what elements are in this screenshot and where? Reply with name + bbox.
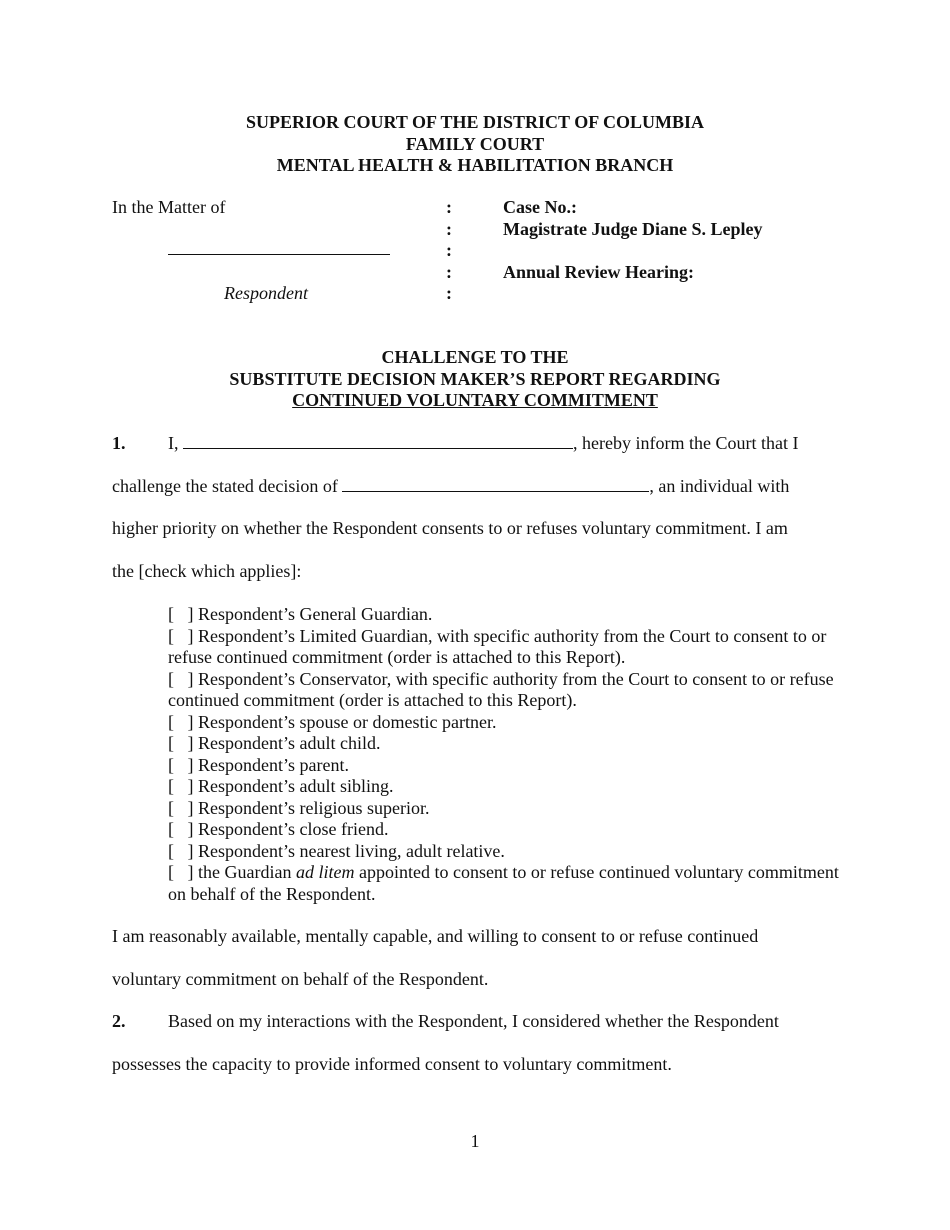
checkbox[interactable]: [ ]: [168, 668, 194, 689]
respondent-name-line: [168, 236, 390, 255]
name-blank[interactable]: [183, 432, 573, 449]
checkbox[interactable]: [ ]: [168, 733, 194, 753]
caption-details: [503, 197, 762, 283]
checklist-item[interactable]: [168, 819, 848, 841]
hearing-label: Annual Review Hearing:: [503, 261, 694, 282]
section-2: [112, 1011, 842, 1097]
respondent-label: Respondent: [224, 283, 308, 303]
section-text: , an individual with: [649, 476, 790, 496]
court-name: SUPERIOR COURT OF THE DISTRICT OF COLUMBIA: [245, 112, 705, 132]
colon: :: [446, 240, 452, 260]
checkbox[interactable]: [ ]: [168, 797, 194, 818]
checkbox[interactable]: [ ]: [168, 625, 194, 646]
item-text: Respondent’s adult sibling.: [198, 776, 394, 796]
checkbox[interactable]: [ ]: [168, 819, 194, 839]
checklist-item[interactable]: [168, 669, 848, 712]
item-text: the Guardian: [198, 862, 292, 882]
checkbox[interactable]: [ ]: [168, 604, 194, 624]
availability-statement: [112, 926, 842, 1012]
item-text: appointed to consent to or refuse continued voluntary commitment on behalf of the Respondent.: [168, 862, 839, 904]
checkbox[interactable]: [ ]: [168, 840, 194, 861]
title-line-1: CHALLENGE TO THE: [381, 347, 569, 367]
colon: :: [446, 197, 452, 217]
colon: :: [446, 261, 452, 282]
relationship-checklist: [168, 604, 848, 905]
checklist-item[interactable]: [168, 755, 848, 777]
checklist-item[interactable]: [168, 626, 848, 669]
item-text: Respondent’s nearest living, adult relative.: [198, 840, 505, 861]
section-text: possesses the capacity to provide informed consent to voluntary commitment.: [112, 1054, 672, 1074]
checklist-item[interactable]: [168, 862, 848, 905]
checkbox[interactable]: [ ]: [168, 862, 194, 882]
checkbox[interactable]: [ ]: [168, 754, 194, 775]
section-text: , hereby inform the Court that I: [573, 433, 799, 453]
section-number: 1.: [112, 433, 126, 453]
item-text: Respondent’s adult child.: [198, 733, 381, 753]
caption-colons: [446, 197, 452, 305]
court-header: [0, 112, 950, 177]
section-1: [112, 432, 842, 604]
item-text: Respondent’s Limited Guardian, with specific authority from the Court to consent to or refuse continued commitment (order is attached to this Report).: [168, 625, 827, 667]
checklist-item[interactable]: [168, 712, 848, 734]
checkbox[interactable]: [ ]: [168, 711, 194, 732]
checkbox[interactable]: [ ]: [168, 776, 194, 796]
section-text: Based on my interactions with the Respondent, I considered whether the Respondent: [168, 1011, 779, 1031]
checklist-item[interactable]: [168, 841, 848, 863]
checklist-item[interactable]: [168, 733, 848, 755]
title-line-2: SUBSTITUTE DECISION MAKER’S REPORT REGARDING: [229, 368, 721, 389]
decision-maker-blank[interactable]: [342, 475, 649, 492]
item-text: Respondent’s religious superior.: [198, 797, 430, 818]
matter-label: In the Matter of: [112, 197, 226, 217]
section-text: higher priority on whether the Respondent consents to or refuses voluntary commitment. I am: [112, 518, 788, 538]
case-caption: [0, 197, 950, 317]
page-number: 1: [470, 1131, 480, 1151]
title-line-3: CONTINUED VOLUNTARY COMMITMENT: [292, 390, 658, 410]
section-number: 2.: [112, 1011, 126, 1031]
item-text: Respondent’s General Guardian.: [198, 604, 433, 624]
judge-name: Magistrate Judge Diane S. Lepley: [503, 218, 763, 239]
checklist-item[interactable]: [168, 776, 848, 798]
colon: :: [446, 283, 452, 303]
availability-text: I am reasonably available, mentally capable, and willing to consent to or refuse continued: [112, 926, 759, 946]
item-text: Respondent’s parent.: [198, 754, 349, 775]
item-text: Respondent’s close friend.: [198, 819, 389, 839]
checklist-item[interactable]: [168, 604, 848, 626]
item-text: Respondent’s spouse or domestic partner.: [198, 711, 497, 732]
section-text: the [check which applies]:: [112, 561, 302, 581]
item-text-italic: ad litem: [295, 862, 355, 882]
section-text: I,: [168, 433, 179, 453]
caption-spacer: [503, 240, 762, 262]
checklist-item[interactable]: [168, 798, 848, 820]
case-no-label: Case No.:: [503, 197, 577, 217]
section-text: challenge the stated decision of: [112, 476, 338, 496]
court-branch: MENTAL HEALTH & HABILITATION BRANCH: [276, 155, 674, 175]
item-text: Respondent’s Conservator, with specific authority from the Court to consent to or refuse continued commitment (order is attached to this Report).: [168, 668, 834, 710]
court-division: FAMILY COURT: [405, 133, 545, 154]
availability-text: voluntary commitment on behalf of the Respondent.: [112, 969, 489, 989]
colon: :: [446, 218, 452, 239]
document-title: [0, 347, 950, 412]
